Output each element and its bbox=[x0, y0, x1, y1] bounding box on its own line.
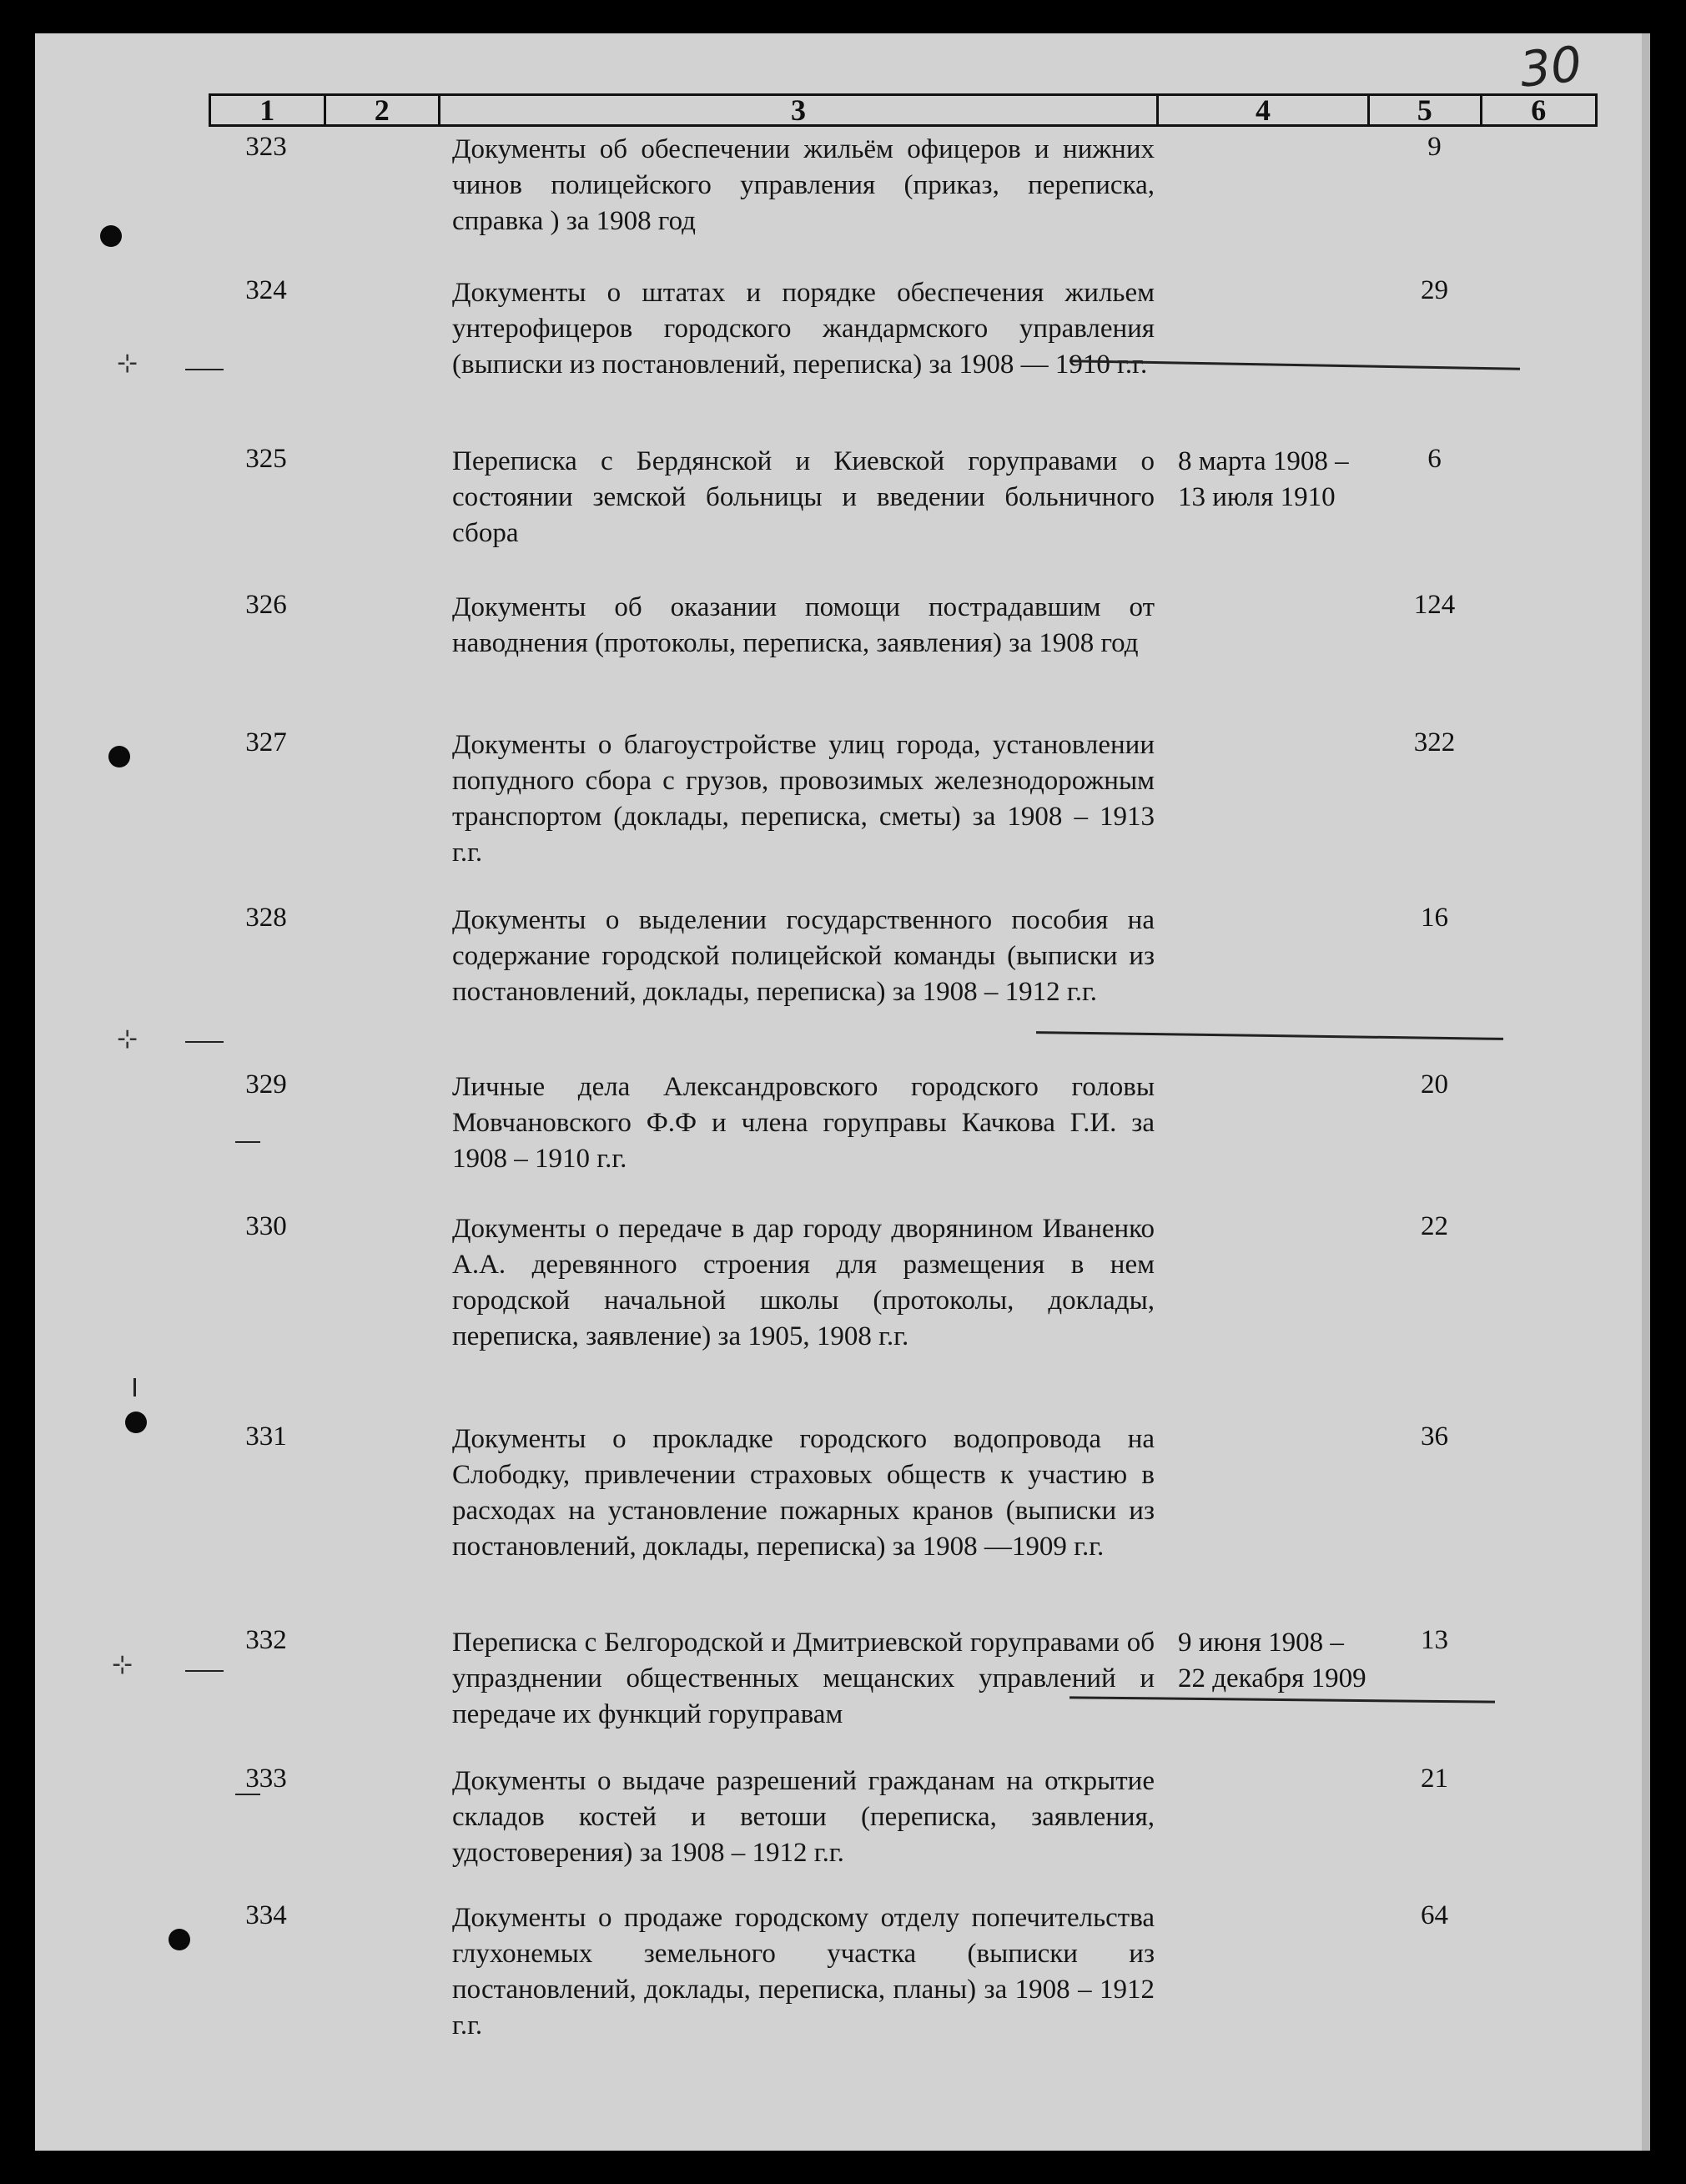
record-description: Переписка с Белгородской и Дмитриевской горуправами об упразднении общественных мещанских управлений и передаче их функций горуправам bbox=[452, 1628, 1155, 1729]
table-row bbox=[209, 275, 1598, 442]
record-sheets: 124 bbox=[1413, 590, 1456, 620]
record-dates: 9 июня 1908 – 22 декабря 1909 bbox=[1178, 1628, 1366, 1693]
record-description: Документы о выделении государственного пособия на содержание городской полицейской команды (выписки из постановлений, доклады, переписка) за 1908 – 1912 г.г. bbox=[452, 905, 1155, 1007]
column-header-1: 1 bbox=[211, 96, 326, 124]
record-number: 328 bbox=[245, 903, 287, 933]
record-sheets: 9 bbox=[1427, 132, 1442, 162]
record-sheets: 20 bbox=[1421, 1069, 1448, 1100]
page-edge-shadow bbox=[1642, 33, 1650, 2151]
table-row bbox=[209, 1211, 1598, 1378]
record-description: Документы о благоустройстве улиц города, установлении попудного сбора с грузов, провозимых железнодорожным транспортом (доклады, переписка, сметы) за 1908 – 1913 г.г. bbox=[452, 730, 1155, 868]
column-header-6: 6 bbox=[1531, 93, 1547, 127]
punch-hole bbox=[125, 1412, 147, 1433]
column-header-2: 2 bbox=[326, 96, 441, 124]
record-description: Документы о продаже городскому отделу попечительства глухонемых земельного участка (выписки из постановлений, доклады, переписка, планы) за 1908 – 1912 г.г. bbox=[452, 1903, 1155, 2041]
margin-mark: ⊹ bbox=[117, 349, 138, 378]
table-row bbox=[209, 727, 1598, 894]
document-page bbox=[35, 33, 1650, 2151]
record-number: 331 bbox=[245, 1422, 287, 1452]
record-number: 330 bbox=[245, 1211, 287, 1241]
record-number: 324 bbox=[245, 275, 287, 305]
record-number: 323 bbox=[245, 132, 287, 162]
record-description: Личные дела Александровского городского головы Мовчановского Ф.Ф и члена горуправы Качкова Г.И. за 1908 – 1910 г.г. bbox=[452, 1072, 1155, 1174]
margin-dash bbox=[185, 369, 224, 370]
table-row bbox=[209, 1422, 1598, 1588]
record-description: Переписка с Бердянской и Киевской горуправами о состоянии земской больницы и введении больничного сбора bbox=[452, 446, 1155, 548]
record-description: Документы об обеспечении жильём офицеров и нижних чинов полицейского управления (приказ, переписка, справка ) за 1908 год bbox=[452, 134, 1155, 236]
record-sheets: 6 bbox=[1427, 444, 1442, 474]
record-number: 327 bbox=[245, 727, 287, 757]
record-sheets: 22 bbox=[1421, 1211, 1448, 1241]
margin-dash bbox=[133, 1378, 136, 1396]
table-row bbox=[209, 444, 1598, 611]
record-number: 325 bbox=[245, 444, 287, 474]
punch-hole bbox=[108, 746, 130, 767]
record-sheets: 16 bbox=[1421, 903, 1448, 933]
margin-mark: ⊹ bbox=[117, 1024, 138, 1054]
margin-dash bbox=[185, 1670, 224, 1672]
column-header-4: 4 bbox=[1159, 96, 1370, 124]
margin-dash bbox=[235, 1794, 260, 1795]
record-sheets: 29 bbox=[1421, 275, 1448, 305]
record-description: Документы о штатах и порядке обеспечения жильем унтерофицеров городского жандармского управления (выписки из постановлений, переписка) за 1908 — 1910 г.г. bbox=[452, 278, 1155, 380]
column-header-row bbox=[209, 93, 1598, 127]
record-sheets: 36 bbox=[1421, 1422, 1448, 1452]
record-number: 329 bbox=[245, 1069, 287, 1100]
record-sheets: 64 bbox=[1421, 1900, 1448, 1930]
record-number: 334 bbox=[245, 1900, 287, 1930]
column-header-5: 5 bbox=[1370, 96, 1482, 124]
table-row bbox=[209, 903, 1598, 1069]
record-description: Документы об оказании помощи пострадавшим от наводнения (протоколы, переписка, заявления) за 1908 год bbox=[452, 592, 1155, 658]
record-dates: 8 марта 1908 – 13 июля 1910 bbox=[1178, 446, 1349, 512]
record-number: 332 bbox=[245, 1625, 287, 1655]
record-number: 326 bbox=[245, 590, 287, 620]
column-header-3: 3 bbox=[440, 96, 1159, 124]
record-number: 333 bbox=[245, 1764, 287, 1794]
punch-hole bbox=[100, 225, 122, 247]
record-description: Документы о прокладке городского водопровода на Слободку, привлечении страховых обществ к участию в расходах на установление пожарных кранов (выписки из постановлений, доклады, переписка) за 1908 —1909 г.г. bbox=[452, 1424, 1155, 1562]
punch-hole bbox=[169, 1929, 190, 1950]
folio-number: 30 bbox=[1517, 35, 1585, 98]
record-sheets: 21 bbox=[1421, 1764, 1448, 1794]
record-sheets: 13 bbox=[1421, 1625, 1448, 1655]
record-sheets: 322 bbox=[1413, 727, 1456, 757]
table-row bbox=[209, 132, 1598, 299]
margin-mark: ⊹ bbox=[112, 1650, 133, 1679]
table-row bbox=[209, 1900, 1598, 2067]
margin-dash bbox=[235, 1141, 260, 1143]
record-description: Документы о передаче в дар городу дворянином Иваненко А.А. деревянного строения для размещения в нем городской начальной школы (протоколы, доклады, переписка, заявление) за 1905, 1908 г.г. bbox=[452, 1214, 1155, 1351]
record-description: Документы о выдаче разрешений гражданам на открытие складов костей и ветоши (переписка, заявления, удостоверения) за 1908 – 1912 г.г. bbox=[452, 1766, 1155, 1868]
margin-dash bbox=[185, 1041, 224, 1043]
